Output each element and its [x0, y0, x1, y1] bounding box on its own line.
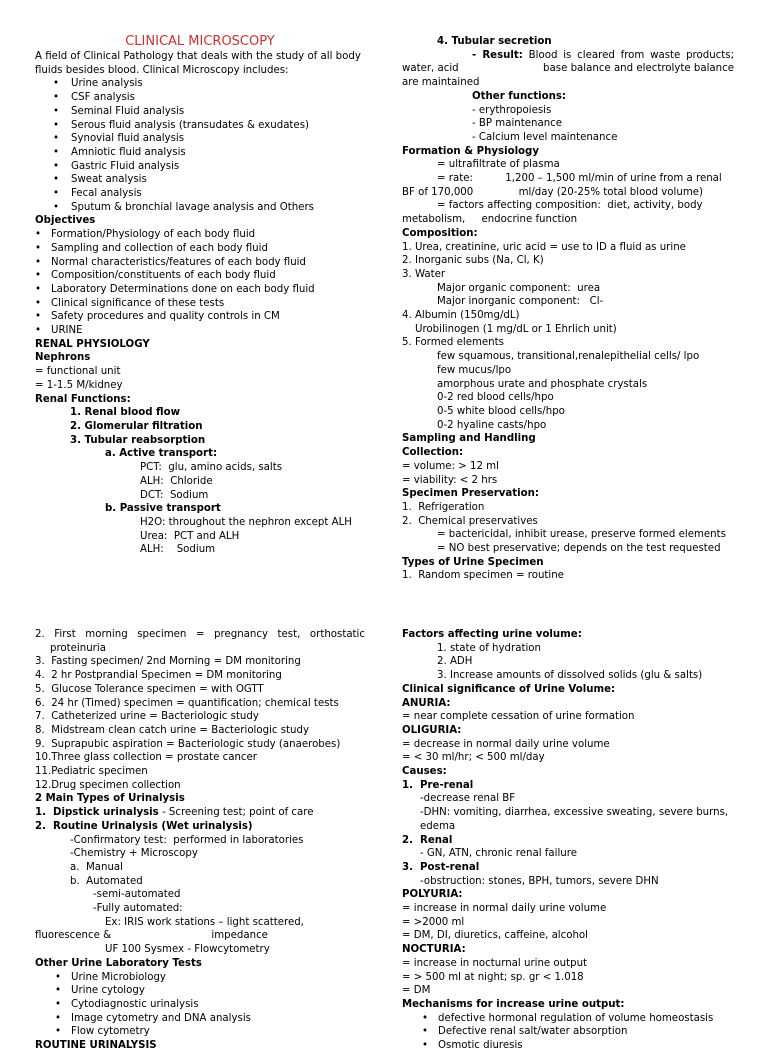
text-line: = 1-1.5 M/kidney [35, 379, 123, 391]
list-item: • Cytodiagnostic urinalysis [35, 998, 365, 1012]
list-item: • Safety procedures and quality controls in CM [35, 310, 365, 324]
text-line: = < 30 ml/hr; < 500 ml/day [402, 752, 545, 764]
text-line: 4. 2 hr Postprandial Specimen = DM monitoring [35, 670, 282, 682]
types-heading: Types of Urine Specimen [402, 556, 544, 568]
column-bottom-left [35, 628, 365, 1053]
text-line: 2. Glomerular filtration [70, 420, 203, 432]
other-functions-heading: Other functions: [472, 90, 566, 102]
text-line: 3. Fasting specimen/ 2nd Morning = DM monitoring [35, 656, 301, 668]
text-line: Urobilinogen (1 mg/dL or 1 Ehrlich unit) [415, 323, 617, 335]
list-item: • Serous fluid analysis (transudates & exudates) [35, 119, 365, 133]
dipstick-text: - Screening test; point of care [158, 807, 314, 819]
text-line: 1. Urea, creatinine, uric acid = use to ID a fluid as urine [402, 241, 686, 253]
text-line: = rate: 1,200 – 1,500 ml/min of urine from a renal BF of 170,000 ml/day (20-25% total blood volume) [402, 173, 725, 198]
preservation-heading: Specimen Preservation: [402, 488, 539, 500]
text-line: = >2000 ml [402, 916, 465, 928]
list-item: • CSF analysis [35, 91, 365, 105]
text-line: 0-2 red blood cells/hpo [437, 392, 554, 404]
list-item: • Clinical significance of these tests [35, 297, 365, 311]
text-line: 3. Post-renal [402, 861, 480, 873]
text-line: -semi-automated [93, 889, 181, 901]
polyuria-heading: POLYURIA: [402, 889, 463, 901]
text-line: = DM [402, 985, 431, 997]
text-line: few squamous, transitional,renalepithelial cells/ lpo [437, 351, 700, 363]
collection-heading: Collection: [402, 447, 464, 459]
composition-heading: Composition: [402, 227, 478, 239]
text-line: 1. Renal blood flow [70, 407, 181, 419]
text-line: 12.Drug specimen collection [35, 779, 181, 791]
text-line: b. Passive transport [105, 503, 221, 515]
text-line: 1. state of hydration [437, 642, 541, 654]
list-item: • Composition/constituents of each body fluid [35, 269, 365, 283]
text-line: - Calcium level maintenance [472, 131, 618, 143]
list-item: • Defective renal salt/water absorption [402, 1025, 734, 1039]
text-line: = > 500 ml at night; sp. gr < 1.018 [402, 971, 584, 983]
text-line: a. Manual [70, 861, 123, 873]
clin-sig-heading: Clinical significance of Urine Volume: [402, 683, 616, 695]
list-item: • Normal characteristics/features of each body fluid [35, 256, 365, 270]
text-line: 6. 24 hr (Timed) specimen = quantification; chemical tests [35, 697, 339, 709]
text-line: Urea: PCT and ALH [140, 530, 240, 542]
text-line: Major organic component: urea [437, 282, 601, 294]
result-paragraph [402, 49, 738, 90]
text-line: ALH: Chloride [140, 475, 213, 487]
list-item: • Formation/Physiology of each body fluid [35, 228, 365, 242]
text-line: = near complete cessation of urine formation [402, 711, 635, 723]
text-line: 5. Formed elements [402, 337, 504, 349]
column-top-right [402, 35, 738, 583]
text-line: 3. Water [402, 268, 446, 280]
text-line: PCT: glu, amino acids, salts [140, 462, 283, 474]
text-line: 9. Suprapubic aspiration = Bacteriologic study (anaerobes) [35, 738, 341, 750]
text-line: a. Active transport: [105, 448, 218, 460]
text-line: -decrease renal BF [420, 793, 516, 805]
mechanisms-list [402, 1012, 734, 1053]
text-line: - GN, ATN, chronic renal failure [420, 848, 577, 860]
list-item: • Laboratory Determinations done on each body fluid [35, 283, 365, 297]
list-item: • URINE [35, 324, 365, 338]
text-line: = ultrafiltrate of plasma [437, 159, 560, 171]
text-line: 0-5 white blood cells/hpo [437, 405, 565, 417]
text-line: 3. Increase amounts of dissolved solids (glu & salts) [437, 670, 703, 682]
list-item: • Sampling and collection of each body fluid [35, 242, 365, 256]
formation-heading: Formation & Physiology [402, 145, 539, 157]
list-item: • Fecal analysis [35, 187, 365, 201]
includes-list [35, 77, 365, 214]
text-line: 1. Pre-renal [402, 779, 474, 791]
text-line: -Chemistry + Microscopy [70, 848, 198, 860]
text-line: = DM, DI, diuretics, caffeine, alcohol [402, 930, 588, 942]
text-line: 11.Pediatric specimen [35, 766, 148, 778]
intro-text: A field of Clinical Pathology that deals with the study of all body fluids besides blood. Clinical Microscopy includes: [35, 51, 361, 76]
text-line: = decrease in normal daily urine volume [402, 738, 610, 750]
text-line: UF 100 Sysmex - Flowcytometry [105, 944, 270, 956]
text-line: 2. Chemical preservatives [402, 515, 538, 527]
text-line: = viability: < 2 hrs [402, 474, 498, 486]
other-tests-list [35, 971, 365, 1040]
result-label: - Result: [472, 49, 523, 61]
list-item: • Sputum & bronchial lavage analysis and Others [35, 201, 365, 215]
dipstick-label: 1. Dipstick urinalysis [35, 807, 159, 819]
text-line: 2. First morning specimen = pregnancy test, orthostatic proteinuria [35, 629, 365, 654]
text-line: DCT: Sodium [140, 489, 209, 501]
renal-physiology-heading: RENAL PHYSIOLOGY [35, 338, 150, 350]
list-item: • Urine cytology [35, 984, 365, 998]
text-line: few mucus/lpo [437, 364, 512, 376]
text-line: = functional unit [35, 366, 121, 378]
other-tests-heading: Other Urine Laboratory Tests [35, 957, 202, 969]
text-line: 2. ADH [437, 656, 473, 668]
text-line: 5. Glucose Tolerance specimen = with OGTT [35, 683, 264, 695]
routine-label: 2. Routine Urinalysis (Wet urinalysis) [35, 820, 253, 832]
text-line: H2O: throughout the nephron except ALH [140, 516, 352, 528]
text-line: Major inorganic component: Cl- [437, 296, 604, 308]
text-line: 1. Random specimen = routine [402, 570, 564, 582]
text-line: = increase in normal daily urine volume [402, 903, 607, 915]
nephrons-heading: Nephrons [35, 352, 91, 364]
anuria-heading: ANURIA: [402, 697, 451, 709]
text-line: ALH: Sodium [140, 544, 216, 556]
text-line: 4. Tubular secretion [437, 36, 552, 47]
text-line: = bactericidal, inhibit urease, preserve formed elements [437, 529, 726, 541]
main-types-heading: 2 Main Types of Urinalysis [35, 793, 185, 805]
text-line: 2. Inorganic subs (Na, Cl, K) [402, 255, 544, 267]
renal-functions-heading: Renal Functions: [35, 393, 131, 405]
list-item: • Gastric Fluid analysis [35, 160, 365, 174]
sampling-heading: Sampling and Handling [402, 433, 536, 445]
factors-volume-heading: Factors affecting urine volume: [402, 629, 582, 640]
list-item: • Image cytometry and DNA analysis [35, 1012, 365, 1026]
list-item: • Urine Microbiology [35, 971, 365, 985]
list-item: • Urine analysis [35, 77, 365, 91]
text-line: - erythropoiesis [472, 104, 552, 116]
list-item: • Sweat analysis [35, 173, 365, 187]
mechanisms-heading: Mechanisms for increase urine output: [402, 998, 625, 1010]
text-line: -Fully automated: [93, 903, 183, 915]
text-line: Ex: IRIS work stations – light scattered, fluorescence & impedance [35, 916, 308, 942]
text-line: 7. Catheterized urine = Bacteriologic study [35, 711, 259, 723]
text-line: amorphous urate and phosphate crystals [437, 378, 648, 390]
text-line: 8. Midstream clean catch urine = Bacteriologic study [35, 724, 310, 736]
objectives-heading: Objectives [35, 215, 96, 227]
text-line [35, 806, 365, 820]
routine-urinalysis-heading: ROUTINE URINALYSIS [35, 1040, 157, 1052]
text-line: 10.Three glass collection = prostate cancer [35, 752, 257, 764]
text-line: -Confirmatory test: performed in laboratories [70, 834, 304, 846]
column-bottom-right [402, 628, 734, 1053]
column-top-left [35, 35, 365, 557]
list-item: • Synovial fluid analysis [35, 132, 365, 146]
text-line: 3. Tubular reabsorption [70, 434, 206, 446]
list-item: • Flow cytometry [35, 1025, 365, 1039]
text-line: 1. Refrigeration [402, 501, 485, 513]
text-line: - BP maintenance [472, 118, 563, 130]
list-item: • defective hormonal regulation of volume homeostasis [402, 1012, 734, 1026]
oliguria-heading: OLIGURIA: [402, 724, 462, 736]
text-line: = volume: > 12 ml [402, 460, 499, 472]
list-item: • Osmotic diuresis [402, 1039, 734, 1053]
objectives-list [35, 228, 365, 338]
list-item: • Amniotic fluid analysis [35, 146, 365, 160]
text-line: 0-2 hyaline casts/hpo [437, 419, 547, 431]
text-line: = increase in nocturnal urine output [402, 957, 588, 969]
list-item: • Seminal Fluid analysis [35, 105, 365, 119]
page-title: CLINICAL MICROSCOPY [125, 34, 275, 49]
text-line: = NO best preservative; depends on the test requested [437, 543, 721, 555]
text-line: -obstruction: stones, BPH, tumors, severe DHN [420, 875, 659, 887]
text-line: = factors affecting composition: diet, activity, body metabolism, endocrine function [402, 200, 706, 226]
text-line: -DHN: vomiting, diarrhea, excessive sweating, severe burns, edema [420, 807, 729, 832]
text-line: 4. Albumin (150mg/dL) [402, 310, 520, 322]
causes-heading: Causes: [402, 766, 447, 778]
result-text: Blood is cleared from waste products; water, acid base balance and electrolyte balance are maintained [402, 49, 738, 89]
text-line: b. Automated [70, 875, 143, 887]
nocturia-heading: NOCTURIA: [402, 944, 466, 956]
text-line: 2. Renal [402, 834, 453, 846]
